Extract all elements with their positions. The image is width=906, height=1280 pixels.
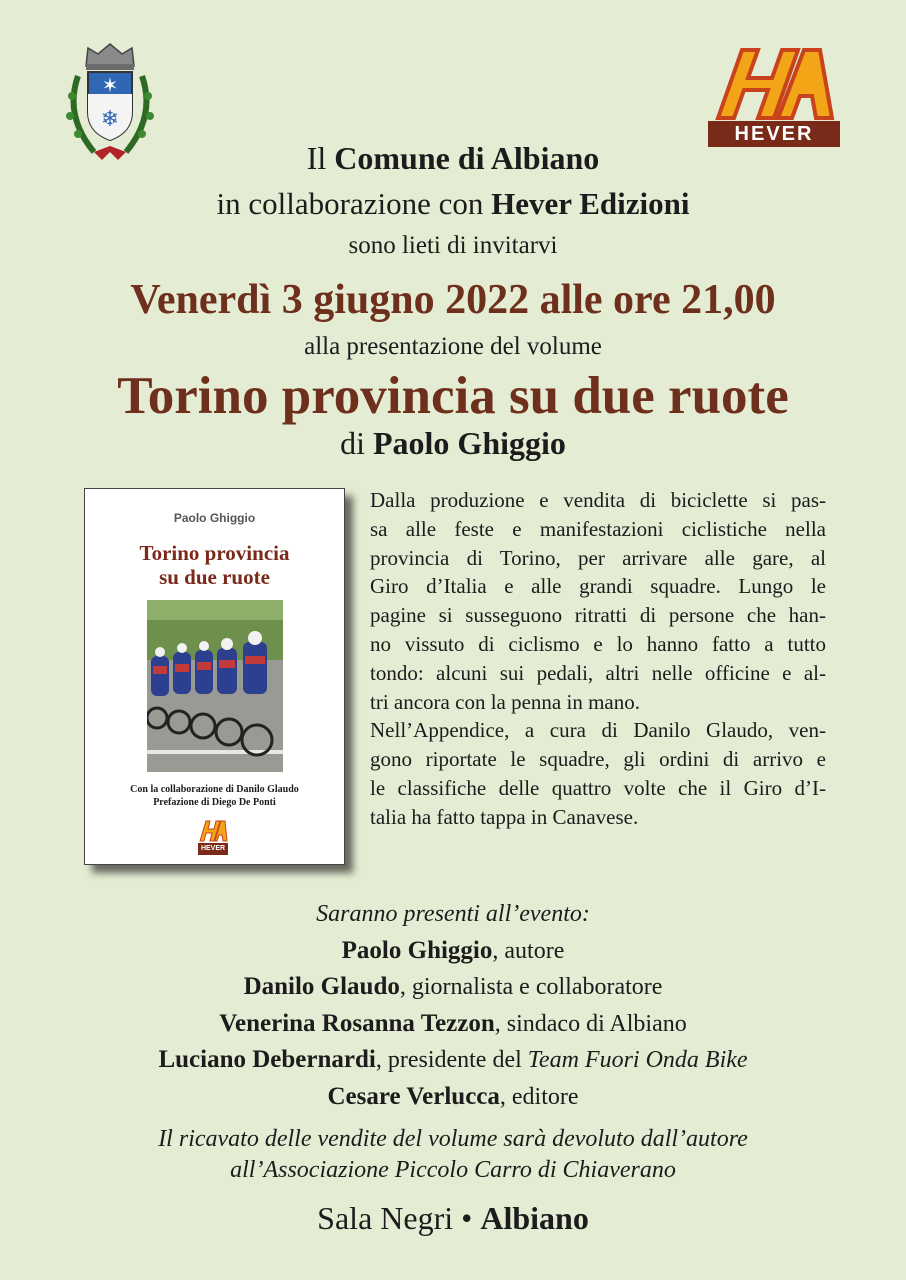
guest-entry: Luciano Debernardi, presidente del Team Fuori Onda Bike — [158, 1046, 748, 1073]
guest-entry: Venerina Rosanna Tezzon, sindaco di Albiano — [219, 1009, 687, 1037]
collaboration-line: in collaborazione con Hever Edizioni — [216, 186, 690, 221]
charity-note: Il ricavato delle vendite del volume sarà devoluto dall’autore all’Associazione Piccolo Carro di Chiaverano — [158, 1126, 748, 1183]
book-description — [370, 486, 826, 832]
guest-entry: Danilo Glaudo, giornalista e collaboratore — [243, 973, 663, 1000]
book-cover-credits: Con la collaborazione di Danilo Glaudo Prefazione di Diego De Ponti — [130, 784, 299, 808]
cyclists-photo — [147, 600, 283, 772]
description-line: le classifiche delle quattro volte che il Giro d’I- — [370, 775, 826, 800]
description-line: no vissuto di ciclismo e lo hanno fatto a tutto — [370, 631, 826, 656]
event-date: Venerdì 3 giugno 2022 alle ore 21,00 — [130, 277, 776, 323]
book-cover-author: Paolo Ghiggio — [173, 511, 256, 525]
description-line: sa alle feste e manifestazioni ciclistiche nella — [370, 516, 826, 541]
author-name: Paolo Ghiggio — [372, 425, 566, 461]
organizer-line: Il Comune di Albiano — [306, 140, 600, 176]
description-line: tri ancora con la penna in mano. — [370, 689, 640, 714]
description-line: Nell’Appendice, a cura di Danilo Glaudo, ven- — [370, 718, 826, 743]
hever-logo — [708, 44, 840, 147]
description-line: Dalla produzione e vendita di biciclette si pas- — [370, 488, 826, 512]
svg-text:❄: ❄ — [100, 106, 120, 131]
description-line: provincia di Torino, per arrivare alle gare, al — [370, 545, 826, 570]
book-cover-title: Torino provincia su due ruote — [139, 541, 290, 589]
book-cover-hever-logo: HEVER — [198, 819, 228, 855]
publisher-name: Hever Edizioni — [491, 186, 690, 221]
author-line: di Paolo Ghiggio — [340, 425, 566, 461]
guest-list-heading: Saranno presenti all’evento: — [316, 901, 590, 927]
guest-entry: Paolo Ghiggio, autore — [341, 936, 565, 964]
hever-logo-text: HEVER — [708, 121, 840, 147]
guest-entry: Cesare Verlucca, editore — [327, 1082, 579, 1110]
description-line: gono riportate le squadre, gli ordini di arrivo e — [370, 747, 826, 772]
description-line: pagine si susseguono ritratti di persone che han- — [370, 603, 826, 628]
presentation-line: alla presentazione del volume — [304, 333, 602, 360]
invitation-line: sono lieti di invitarvi — [348, 232, 558, 259]
guest-list — [0, 897, 906, 1115]
organizer-name: Comune di Albiano — [334, 140, 600, 176]
book-cover — [84, 488, 345, 865]
description-line: Giro d’Italia e alle grandi squadre. Lungo le — [370, 574, 826, 599]
event-venue: Sala Negri • Albiano — [317, 1200, 589, 1236]
svg-text:✶: ✶ — [101, 75, 119, 97]
description-line: tondo: alcuni sui pedali, altri nelle officine e al- — [370, 660, 826, 685]
book-title-heading: Torino provincia su due ruote — [117, 367, 789, 425]
description-line: talia ha fatto tappa in Canavese. — [370, 804, 639, 829]
